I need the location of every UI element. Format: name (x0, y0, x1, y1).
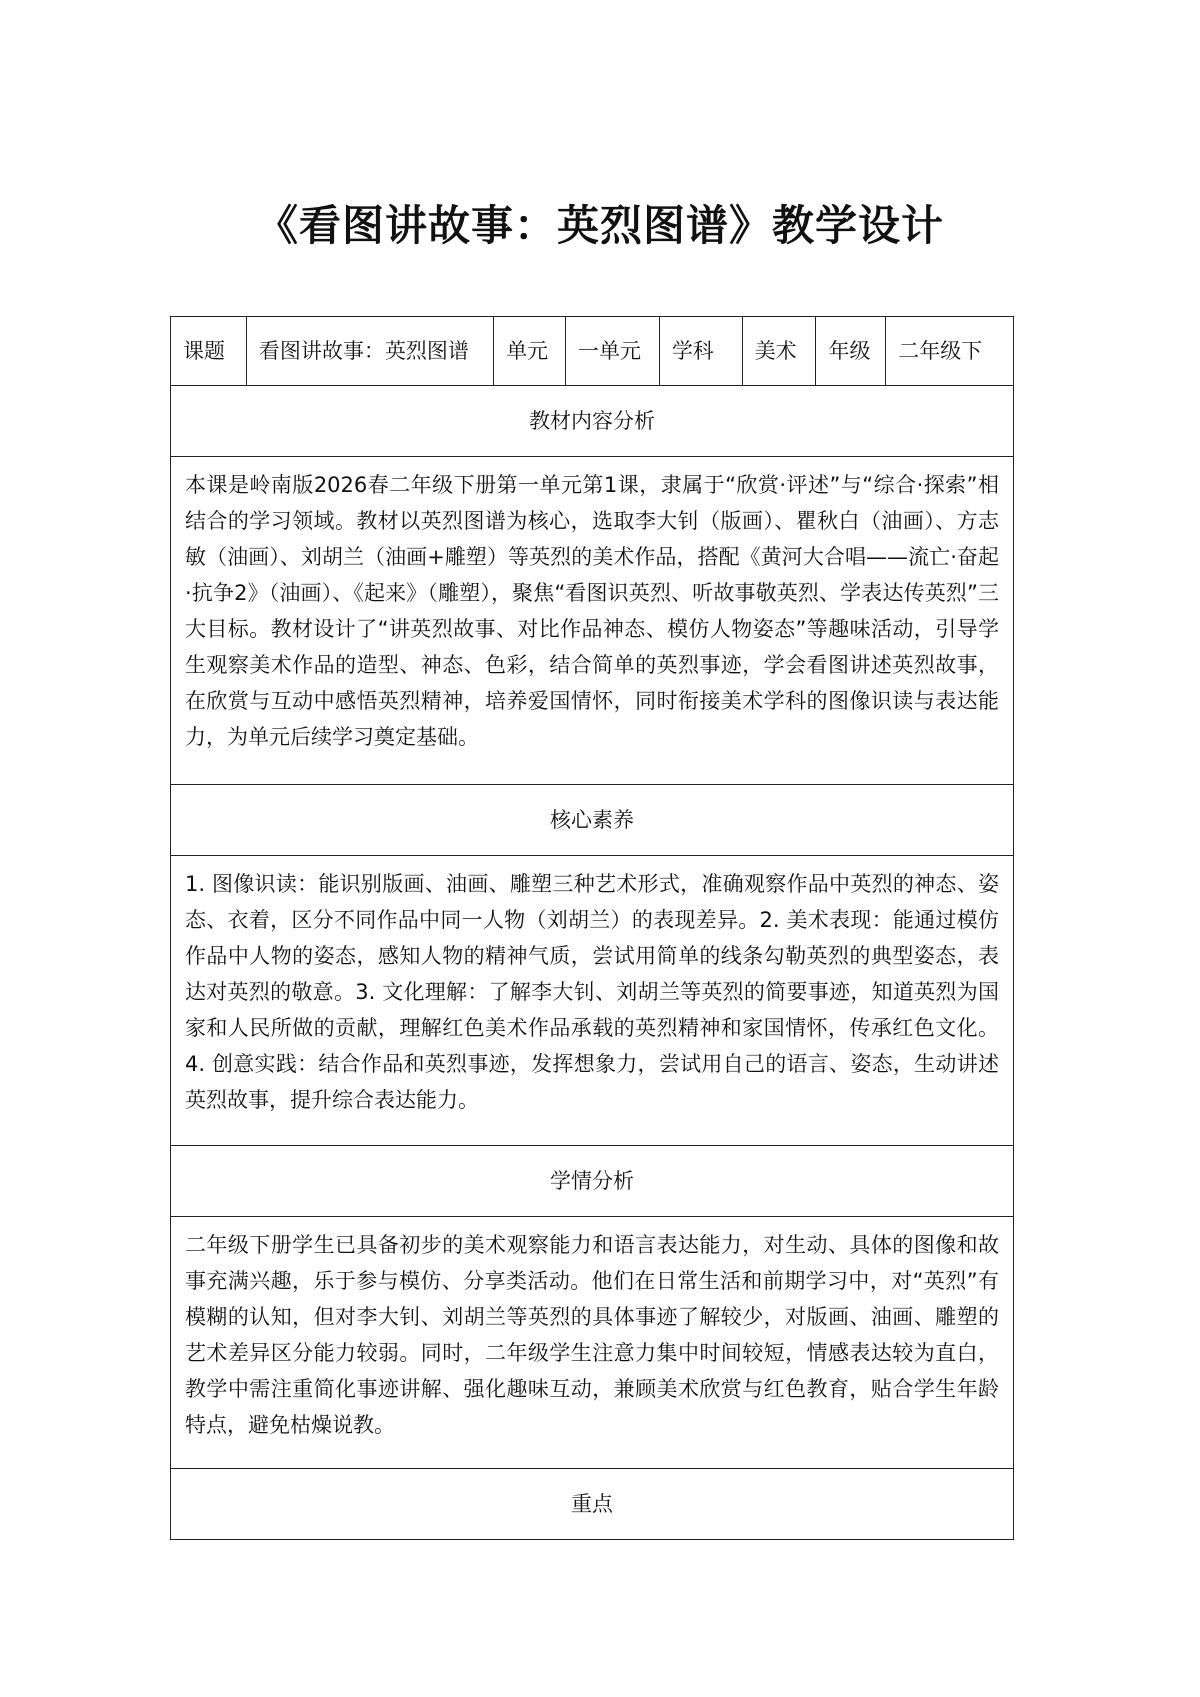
material-analysis-heading: 教材内容分析 (170, 386, 1014, 457)
unit-value: 一单元 (566, 317, 660, 385)
student-analysis-heading: 学情分析 (170, 1146, 1014, 1217)
topic-label: 课题 (171, 317, 247, 385)
topic-value: 看图讲故事：英烈图谱 (247, 317, 494, 385)
core-literacy-heading: 核心素养 (170, 785, 1014, 856)
unit-label: 单元 (494, 317, 566, 385)
subject-label: 学科 (660, 317, 743, 385)
core-literacy-body: 1. 图像识读：能识别版画、油画、雕塑三种艺术形式，准确观察作品中英烈的神态、姿态、衣着，区分不同作品中同一人物（刘胡兰）的表现差异。2. 美术表现：能通过模仿作品中人物的姿态，感知人物的精神气质，尝试用简单的线条勾勒英烈的典型姿态，表达对英烈的敬意。3. 文化理解：了解李大钊、刘胡兰等英烈的简要事迹，知道英烈为国家和人民所做的贡献，理解红色美术作品承载的英烈精神和家国情怀，传承红色文化。4. 创意实践：结合作品和英烈事迹，发挥想象力，尝试用自己的语言、姿态，生动讲述英烈故事，提升综合表达能力。 (170, 856, 1014, 1146)
course-info-row (170, 316, 1014, 386)
subject-value: 美术 (743, 317, 817, 385)
grade-label: 年级 (816, 317, 886, 385)
document-title: 《看图讲故事：英烈图谱》教学设计 (255, 201, 944, 250)
grade-value: 二年级下 (898, 339, 983, 363)
key-points-heading: 重点 (170, 1469, 1014, 1540)
material-analysis-body: 本课是岭南版2026春二年级下册第一单元第1课，隶属于“欣赏·评述”与“综合·探索”相结合的学习领域。教材以英烈图谱为核心，选取李大钊（版画）、瞿秋白（油画）、方志敏（油画）、刘胡兰（油画+雕塑）等英烈的美术作品，搭配《黄河大合唱——流亡·奋起·抗争2》（油画）、《起来》（雕塑），聚焦“看图识英烈、听故事敬英烈、学表达传英烈”三大目标。教材设计了“讲英烈故事、对比作品神态、模仿人物姿态”等趣味活动，引导学生观察美术作品的造型、神态、色彩，结合简单的英烈事迹，学会看图讲述英烈故事，在欣赏与互动中感悟英烈精神，培养爱国情怀，同时衔接美术学科的图像识读与表达能力，为单元后续学习奠定基础。 (170, 457, 1014, 785)
student-analysis-body: 二年级下册学生已具备初步的美术观察能力和语言表达能力，对生动、具体的图像和故事充满兴趣，乐于参与模仿、分享类活动。他们在日常生活和前期学习中，对“英烈”有模糊的认知，但对李大钊、刘胡兰等英烈的具体事迹了解较少，对版画、油画、雕塑的艺术差异区分能力较弱。同时，二年级学生注意力集中时间较短，情感表达较为直白，教学中需注重简化事迹讲解、强化趣味互动，兼顾美术欣赏与红色教育，贴合学生年龄特点，避免枯燥说教。 (170, 1217, 1014, 1469)
